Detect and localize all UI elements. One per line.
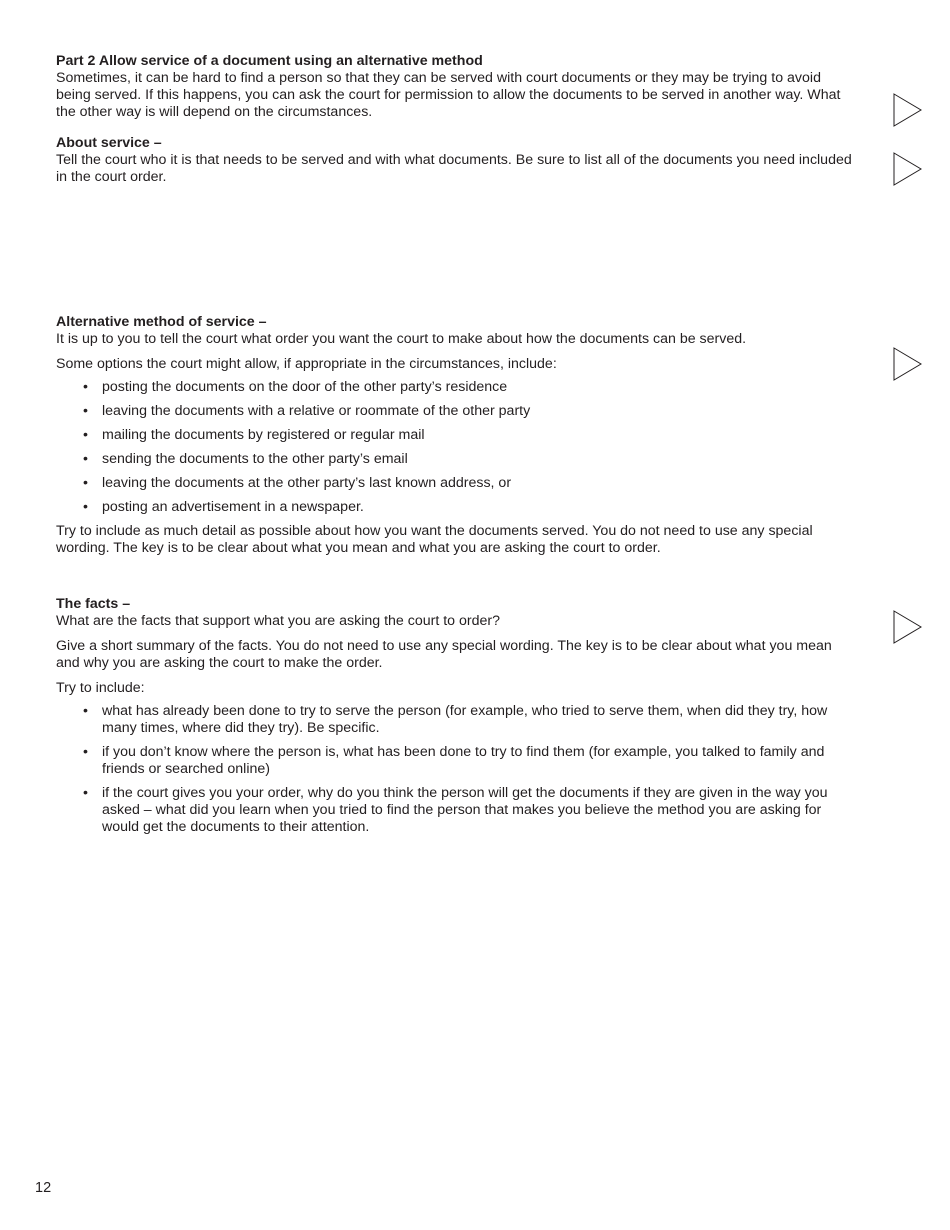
triangle-arrow-icon: [893, 610, 923, 644]
facts-title: The facts –: [56, 596, 131, 612]
part2-title: Part 2 Allow service of a document using an alternative method: [56, 53, 483, 69]
list-item: • if you don’t know where the person is, what has been done to try to find them (for example, you talked to family and friends or searched online): [56, 744, 856, 778]
list-item: • what has already been done to try to serve the person (for example, who tried to serve them, when did they try, how many times, where did they try). Be specific.: [56, 703, 856, 737]
alternative-options-intro: Some options the court might allow, if appropriate in the circumstances, include:: [56, 356, 557, 372]
triangle-arrow-icon: [893, 93, 923, 127]
list-item: • sending the documents to the other party’s email: [56, 451, 856, 468]
list-item: • mailing the documents by registered or regular mail: [56, 427, 856, 444]
part2-body: Sometimes, it can be hard to find a person so that they can be served with court documents or they may be trying to avoid being served. If this happens, you can ask the court for permission to allow the documents to be served in another way. What the other way is will depend on the circumstances.: [56, 70, 841, 120]
alternative-options-list: [56, 379, 856, 516]
about-service-section: [56, 135, 856, 186]
facts-intro: What are the facts that support what you are asking the court to order?: [56, 613, 500, 629]
triangle-arrow-icon: [893, 347, 923, 381]
facts-list: [56, 703, 856, 836]
facts-try-intro: Try to include:: [56, 680, 145, 696]
facts-section: [56, 596, 856, 843]
alternative-closing: Try to include as much detail as possible about how you want the documents served. You do not need to use any special wording. The key is to be clear about what you mean and what you are asking the court to order.: [56, 523, 813, 556]
list-item: • leaving the documents at the other party’s last known address, or: [56, 475, 856, 492]
about-service-title: About service –: [56, 135, 162, 151]
list-item: • leaving the documents with a relative or roommate of the other party: [56, 403, 856, 420]
triangle-arrow-icon: [893, 152, 923, 186]
alternative-method-title: Alternative method of service –: [56, 314, 267, 330]
list-item: • posting the documents on the door of the other party’s residence: [56, 379, 856, 396]
about-service-body: Tell the court who it is that needs to be served and with what documents. Be sure to list all of the documents you need included in the court order.: [56, 152, 852, 185]
alternative-method-intro: It is up to you to tell the court what order you want the court to make about how the documents can be served.: [56, 331, 747, 347]
page-number: 12: [35, 1180, 52, 1196]
facts-summary: Give a short summary of the facts. You do not need to use any special wording. The key is to be clear about what you mean and why you are asking the court to make the order.: [56, 638, 832, 671]
part2-section: [56, 53, 856, 121]
alternative-method-section: [56, 314, 856, 557]
list-item: • posting an advertisement in a newspaper.: [56, 499, 856, 516]
list-item: • if the court gives you your order, why do you think the person will get the documents if they are given in the way you asked – what did you learn when you tried to find the person that makes you believe the method you are asking for would get the documents to their attention.: [56, 785, 856, 836]
